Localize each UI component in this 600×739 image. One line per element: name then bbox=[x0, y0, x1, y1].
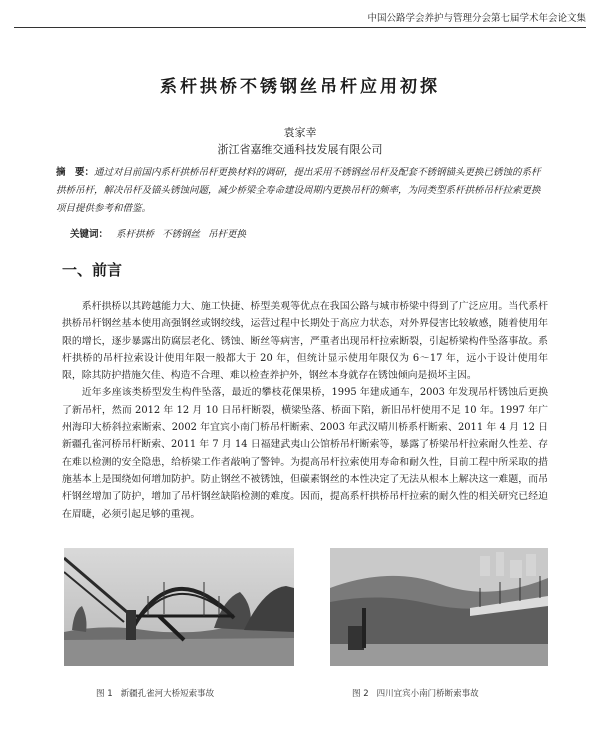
keywords bbox=[70, 226, 540, 240]
body-text bbox=[62, 298, 548, 523]
author-name: 袁家幸 bbox=[283, 126, 317, 139]
running-header bbox=[14, 10, 586, 28]
running-title: 中国公路学会养护与管理分会第七届学术年会论文集 bbox=[367, 13, 586, 24]
keyword: 不锈钢丝 bbox=[162, 229, 201, 240]
abstract bbox=[56, 164, 546, 218]
section-heading: 一、前言 bbox=[62, 261, 123, 279]
author-affiliation: 浙江省嘉维交通科技发展有限公司 bbox=[217, 143, 383, 156]
abstract-text: 通过对目前国内系杆拱桥吊杆更换材料的调研，提出采用不锈钢丝吊杆及配套不锈钢锚头更换已锈蚀的系杆拱桥吊杆，解决吊杆及锚头锈蚀问题，减少桥梁全寿命建设周期内更换吊杆的频率，为同类型系杆拱桥吊杆拉索更换项目提供参考和借鉴。 bbox=[56, 167, 541, 214]
figure-number: 图 1 bbox=[96, 689, 113, 699]
figure-caption-text: 新疆孔雀河大桥短索事故 bbox=[120, 689, 215, 699]
figure-1-caption bbox=[96, 687, 214, 699]
figure-2-caption bbox=[352, 687, 479, 699]
paragraph: 系杆拱桥以其跨越能力大、施工快捷、桥型美观等优点在我国公路与城市桥梁中得到了广泛应用。当代系杆拱桥吊杆钢丝基本使用高强钢丝或钢绞线，运营过程中长期处于高应力状态，对外界侵害比较敏感，随着使用年限的增长，逐步暴露出防腐层老化、锈蚀、断丝等病害，严重者出现吊杆拉索断裂，引起桥梁构件坠落事故。系杆拱桥的吊杆拉索设计使用年限一般都大于 20 年，但统计显示使用年限仅为 6～17 年，远小于设计使用年限，除其防护措施欠佳、构造不合理、难以检查养护外，钢丝本身就存在锈蚀倾向是损坏主因。 bbox=[62, 301, 548, 382]
paragraph: 近年多座该类桥型发生构件坠落，最近的攀枝花倮果桥，1995 年建成通车，2003 年发现吊杆锈蚀后更换了新吊杆，然而 2012 年 12 月 10 日吊杆断裂，横梁坠落、桥面下陷，新旧吊杆使用不足 10 年。1997 年广州海印大桥斜拉索断索、2002 年宜宾小南门桥吊杆断索、2003 年武汉晴川桥系杆断索、2011 年 4 月 12 日新疆孔雀河桥吊杆断索、2011 年 7 月 14 日福建武夷山公馆桥吊杆断索等，暴露了桥梁吊杆拉索耐久性差、存在难以检测的安全隐患，给桥梁工作者敲响了警钟。为提高吊杆拉索使用寿命和耐久性，目前工程中所采取的措施基本上是围绕如何增加防护。防止钢丝不被锈蚀，但碳素钢丝的本性决定了无法从根本上解决这一难题，而吊杆钢丝增加了防护，增加了吊杆钢丝缺陷检测的难度。因而，提高系杆拱桥吊杆拉索的耐久性的相关研究已经迫在眉睫，必须引起足够的重视。 bbox=[62, 387, 548, 520]
keywords-label: 关键词： bbox=[70, 229, 109, 240]
bridge-collapse-photo bbox=[64, 548, 294, 666]
keyword: 吊杆更换 bbox=[208, 229, 247, 240]
figure-1-photo bbox=[64, 548, 294, 666]
keyword: 系杆拱桥 bbox=[116, 229, 155, 240]
figure-caption-text: 四川宜宾小南门桥断索事故 bbox=[376, 689, 479, 699]
paper-title: 系杆拱桥不锈钢丝吊杆应用初探 bbox=[160, 77, 440, 97]
abstract-label: 摘 要： bbox=[56, 167, 95, 178]
figure-number: 图 2 bbox=[352, 689, 369, 699]
bridge-cable-photo bbox=[330, 548, 548, 666]
figure-2-photo bbox=[330, 548, 548, 666]
